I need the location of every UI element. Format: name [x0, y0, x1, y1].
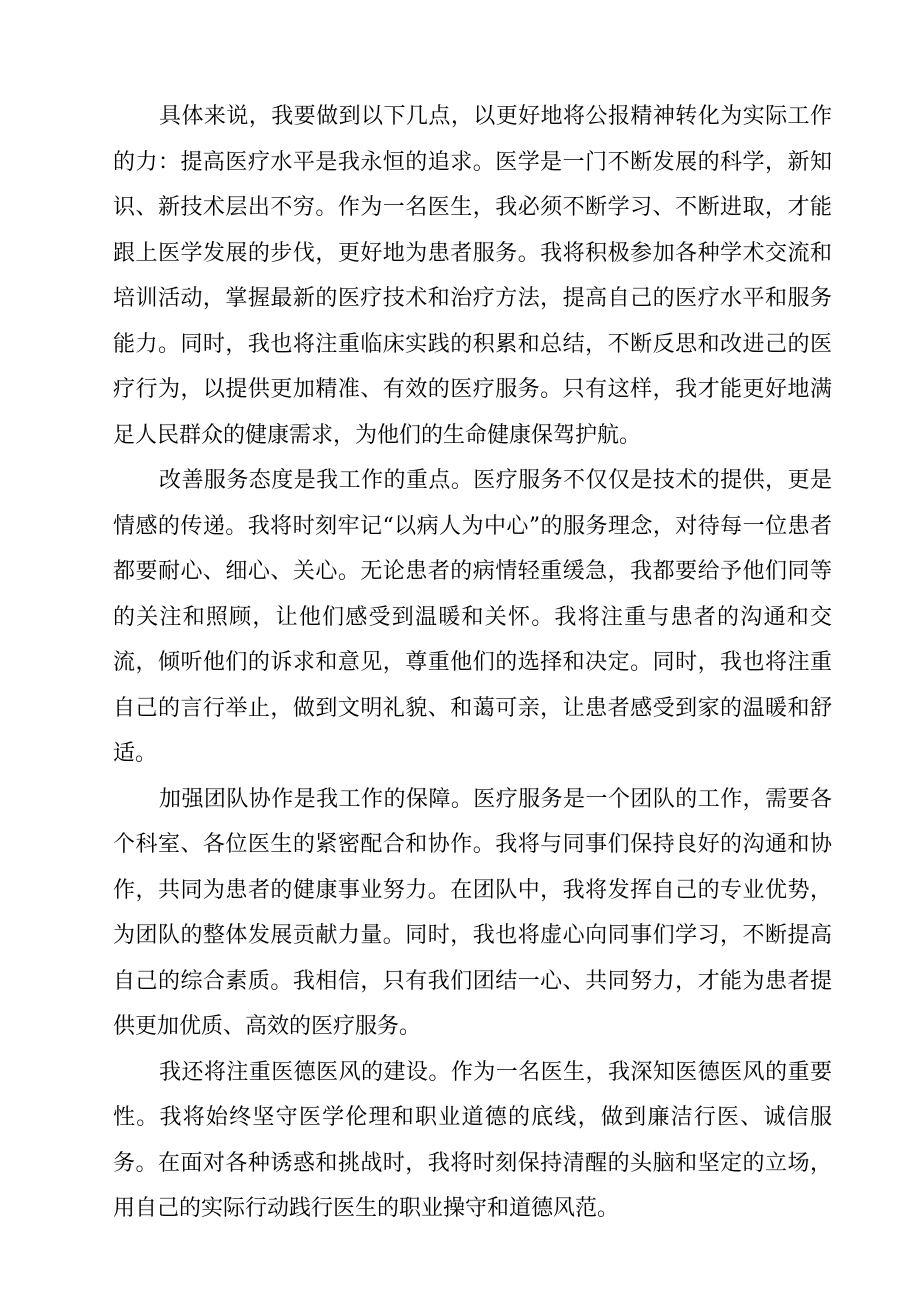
paragraph-team-collaboration: 加强团队协作是我工作的保障。医疗服务是一个团队的工作，需要各个科室、各位医生的紧密配合和协作。我将与同事们保持良好的沟通和协作，共同为患者的健康事业努力。在团队中，我将发挥自己的专业优势，为团队的整体发展贡献力量。同时，我也将虚心向同事们学习，不断提高自己的综合素质。我相信，只有我们团结一心、共同努力，才能为患者提供更加优质、高效的医疗服务。: [113, 786, 832, 1039]
paragraph-service-attitude: 改善服务态度是我工作的重点。医疗服务不仅仅是技术的提供，更是情感的传递。我将时刻牢记“以病人为中心”的服务理念，对待每一位患者都要耐心、细心、关心。无论患者的病情轻重缓急，我都要给予他们同等的关注和照顾，让他们感受到温暖和关怀。我将注重与患者的沟通和交流，倾听他们的诉求和意见，尊重他们的选择和决定。同时，我也将注重自己的言行举止，做到文明礼貌、和蔼可亲，让患者感受到家的温暖和舒适。: [113, 468, 832, 766]
paragraph-improve-medical-level: 具体来说，我要做到以下几点，以更好地将公报精神转化为实际工作的力：提高医疗水平是我永恒的追求。医学是一门不断发展的科学，新知识、新技术层出不穷。作为一名医生，我必须不断学习、不断进取，才能跟上医学发展的步伐，更好地为患者服务。我将积极参加各种学术交流和培训活动，掌握最新的医疗技术和治疗方法，提高自己的医疗水平和服务能力。同时，我也将注重临床实践的积累和总结，不断反思和改进己的医疗行为，以提供更加精准、有效的医疗服务。只有这样，我才能更好地满足人民群众的健康需求，为他们的生命健康保驾护航。: [113, 104, 832, 448]
document-body: [113, 94, 832, 1232]
paragraph-medical-ethics: 我还将注重医德医风的建设。作为一名医生，我深知医德医风的重要性。我将始终坚守医学伦理和职业道德的底线，做到廉洁行医、诚信服务。在面对各种诱惑和挑战时，我将时刻保持清醒的头脑和坚定的立场，用自己的实际行动践行医生的职业操守和道德风范。: [113, 1059, 832, 1221]
